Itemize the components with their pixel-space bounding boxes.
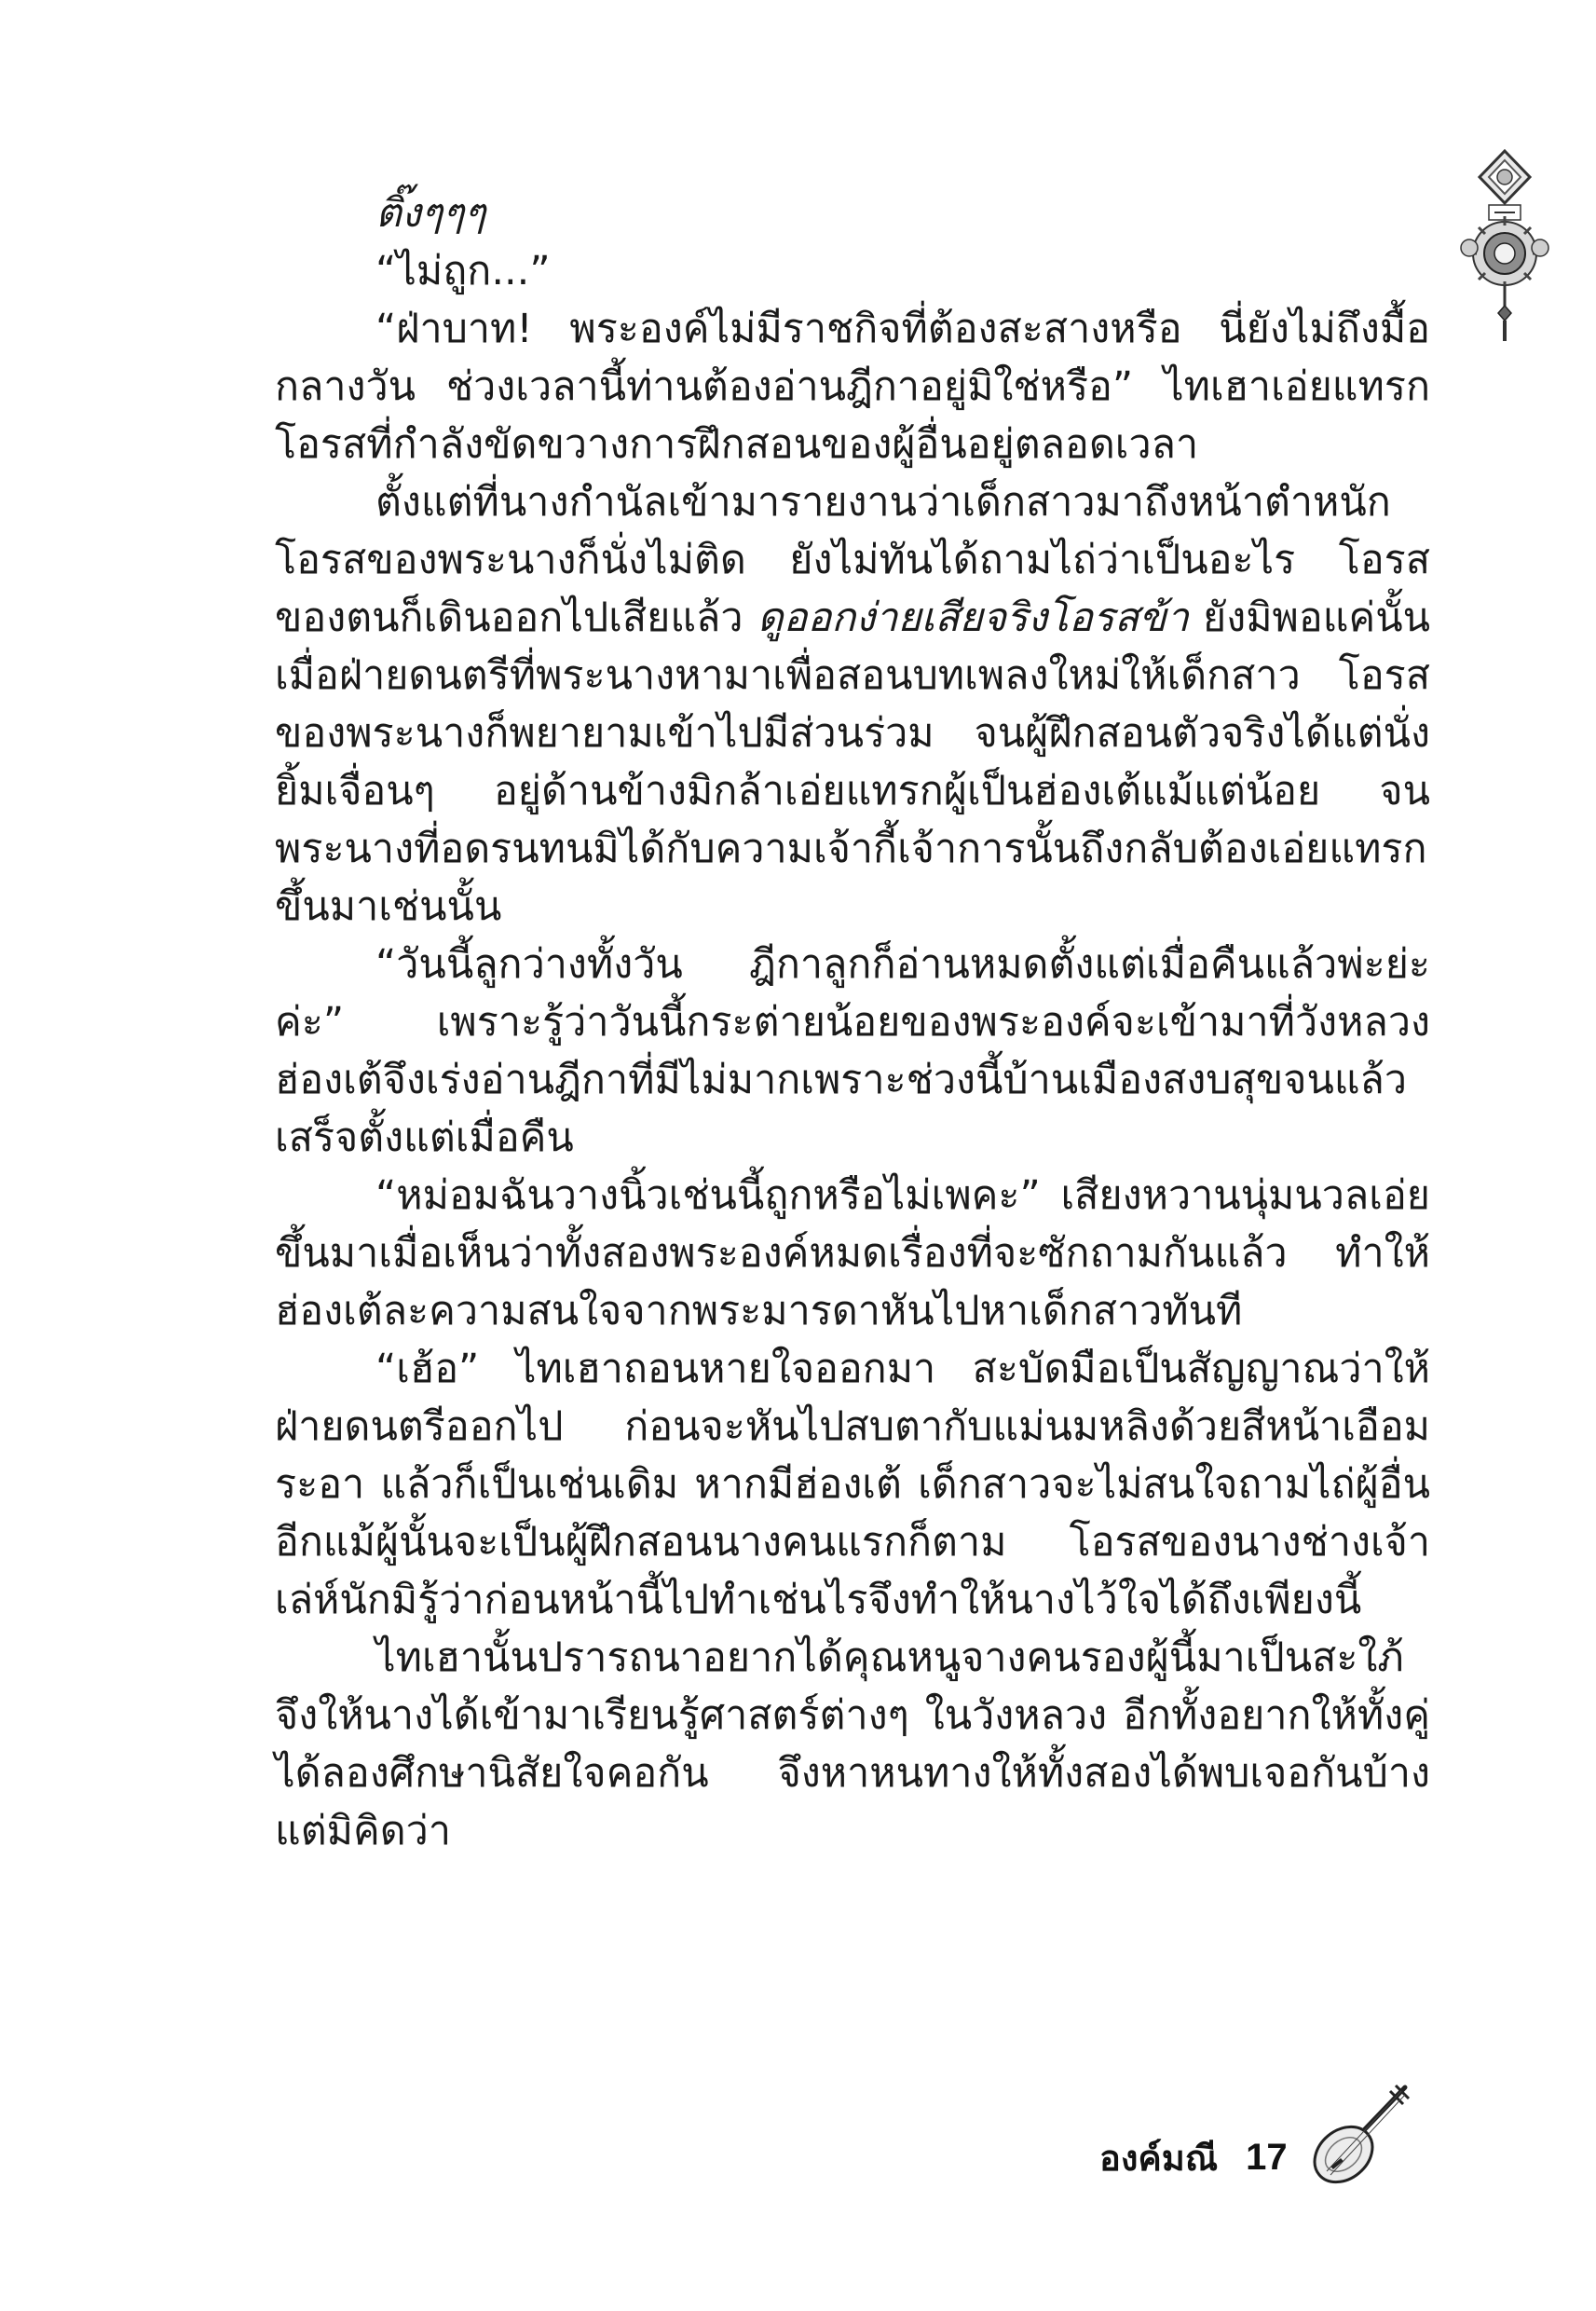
paragraph: “วันนี้ลูกว่างทั้งวัน ฎีกาลูกก็อ่านหมดตั้งแต่เมื่อคืนแล้วพ่ะย่ะค่ะ” เพราะรู้ว่าวันนี้กระต่ายน้อยของพระองค์จะเข้ามาที่วังหลวง ฮ่องเต้จึงเร่งอ่านฎีกาที่มีไม่มากเพราะช่วงนี้บ้านเมืองสงบสุขจนแล้วเสร็จตั้งแต่เมื่อคืน bbox=[275, 941, 1430, 1161]
sound-effect-text: ติ๊งๆๆๆ bbox=[375, 190, 486, 237]
chapter-body-text bbox=[275, 185, 1430, 1860]
paragraph-text: ยังมิพอแค่นั้น เมื่อฝ่ายดนตรีที่พระนางหามาเพื่อสอนบทเพลงใหม่ให้เด็กสาว โอรสของพระนางก็พยายามเข้าไปมีส่วนร่วม จนผู้ฝึกสอนตัวจริงได้แต่นั่งยิ้มเจื่อนๆ อยู่ด้านข้างมิกล้าเอ่ยแทรกผู้เป็นฮ่องเต้แม้แต่น้อย จนพระนางที่อดรนทนมิได้กับความเจ้ากี้เจ้าการนั้นถึงกลับต้องเอ่ยแทรกขึ้นมาเช่นนั้น bbox=[275, 595, 1430, 930]
paragraph bbox=[275, 473, 1430, 936]
pipa-lute-icon bbox=[1304, 2078, 1416, 2190]
page-footer bbox=[1099, 2120, 1416, 2195]
book-title: องค์มณี bbox=[1099, 2137, 1219, 2179]
paragraph bbox=[275, 185, 1430, 242]
chinese-knot-ornament-icon bbox=[1453, 149, 1556, 345]
paragraph: “เฮ้อ” ไทเฮาถอนหายใจออกมา สะบัดมือเป็นสัญญาณว่าให้ฝ่ายดนตรีออกไป ก่อนจะหันไปสบตากับแม่นมหลิงด้วยสีหน้าเอือมระอา แล้วก็เป็นเช่นเดิม หากมีฮ่องเต้ เด็กสาวจะไม่สนใจถามไถ่ผู้อื่นอีกแม้ผู้นั้นจะเป็นผู้ฝึกสอนนางคนแรกก็ตาม โอรสของนางช่างเจ้าเล่ห์นักมิรู้ว่าก่อนหน้านี้ไปทำเช่นไรจึงทำให้นางไว้ใจได้ถึงเพียงนี้ bbox=[275, 1346, 1430, 1623]
page-number: 17 bbox=[1246, 2136, 1288, 2178]
paragraph-text: ตั้งแต่ที่นางกำนัลเข้ามารายงานว่าเด็กสาวมาถึงหน้าตำหนัก โอรสของพระนางก็นั่งไม่ติด ยังไม่ทันได้ถามไถ่ว่าเป็นอะไร โอรสของตนก็เดินออกไปเสียแล้ว bbox=[275, 479, 1430, 641]
italic-thought-text: ดูออกง่ายเสียจริงโอรสข้า bbox=[757, 595, 1189, 641]
paragraph: “ไม่ถูก...” bbox=[375, 248, 551, 294]
paragraph: “หม่อมฉันวางนิ้วเช่นนี้ถูกหรือไม่เพคะ” เสียงหวานนุ่มนวลเอ่ยขึ้นมาเมื่อเห็นว่าทั้งสองพระองค์หมดเรื่องที่จะซักถามกันแล้ว ทำให้ฮ่องเต้ละความสนใจจากพระมารดาหันไปหาเด็กสาวทันที bbox=[275, 1172, 1430, 1334]
paragraph: ไทเฮานั้นปรารถนาอยากได้คุณหนูจางคนรองผู้นี้มาเป็นสะใภ้ จึงให้นางได้เข้ามาเรียนรู้ศาสตร์ต่างๆ ในวังหลวง อีกทั้งอยากให้ทั้งคู่ได้ลองศึกษานิสัยใจคอกัน จึงหาหนทางให้ทั้งสองได้พบเจอกันบ้าง แต่มิคิดว่า bbox=[275, 1634, 1430, 1854]
paragraph: “ฝ่าบาท! พระองค์ไม่มีราชกิจที่ต้องสะสางหรือ นี่ยังไม่ถึงมื้อกลางวัน ช่วงเวลานี้ท่านต้องอ่านฎีกาอยู่มิใช่หรือ” ไทเฮาเอ่ยแทรกโอรสที่กำลังขัดขวางการฝึกสอนของผู้อื่นอยู่ตลอดเวลา bbox=[275, 306, 1430, 468]
